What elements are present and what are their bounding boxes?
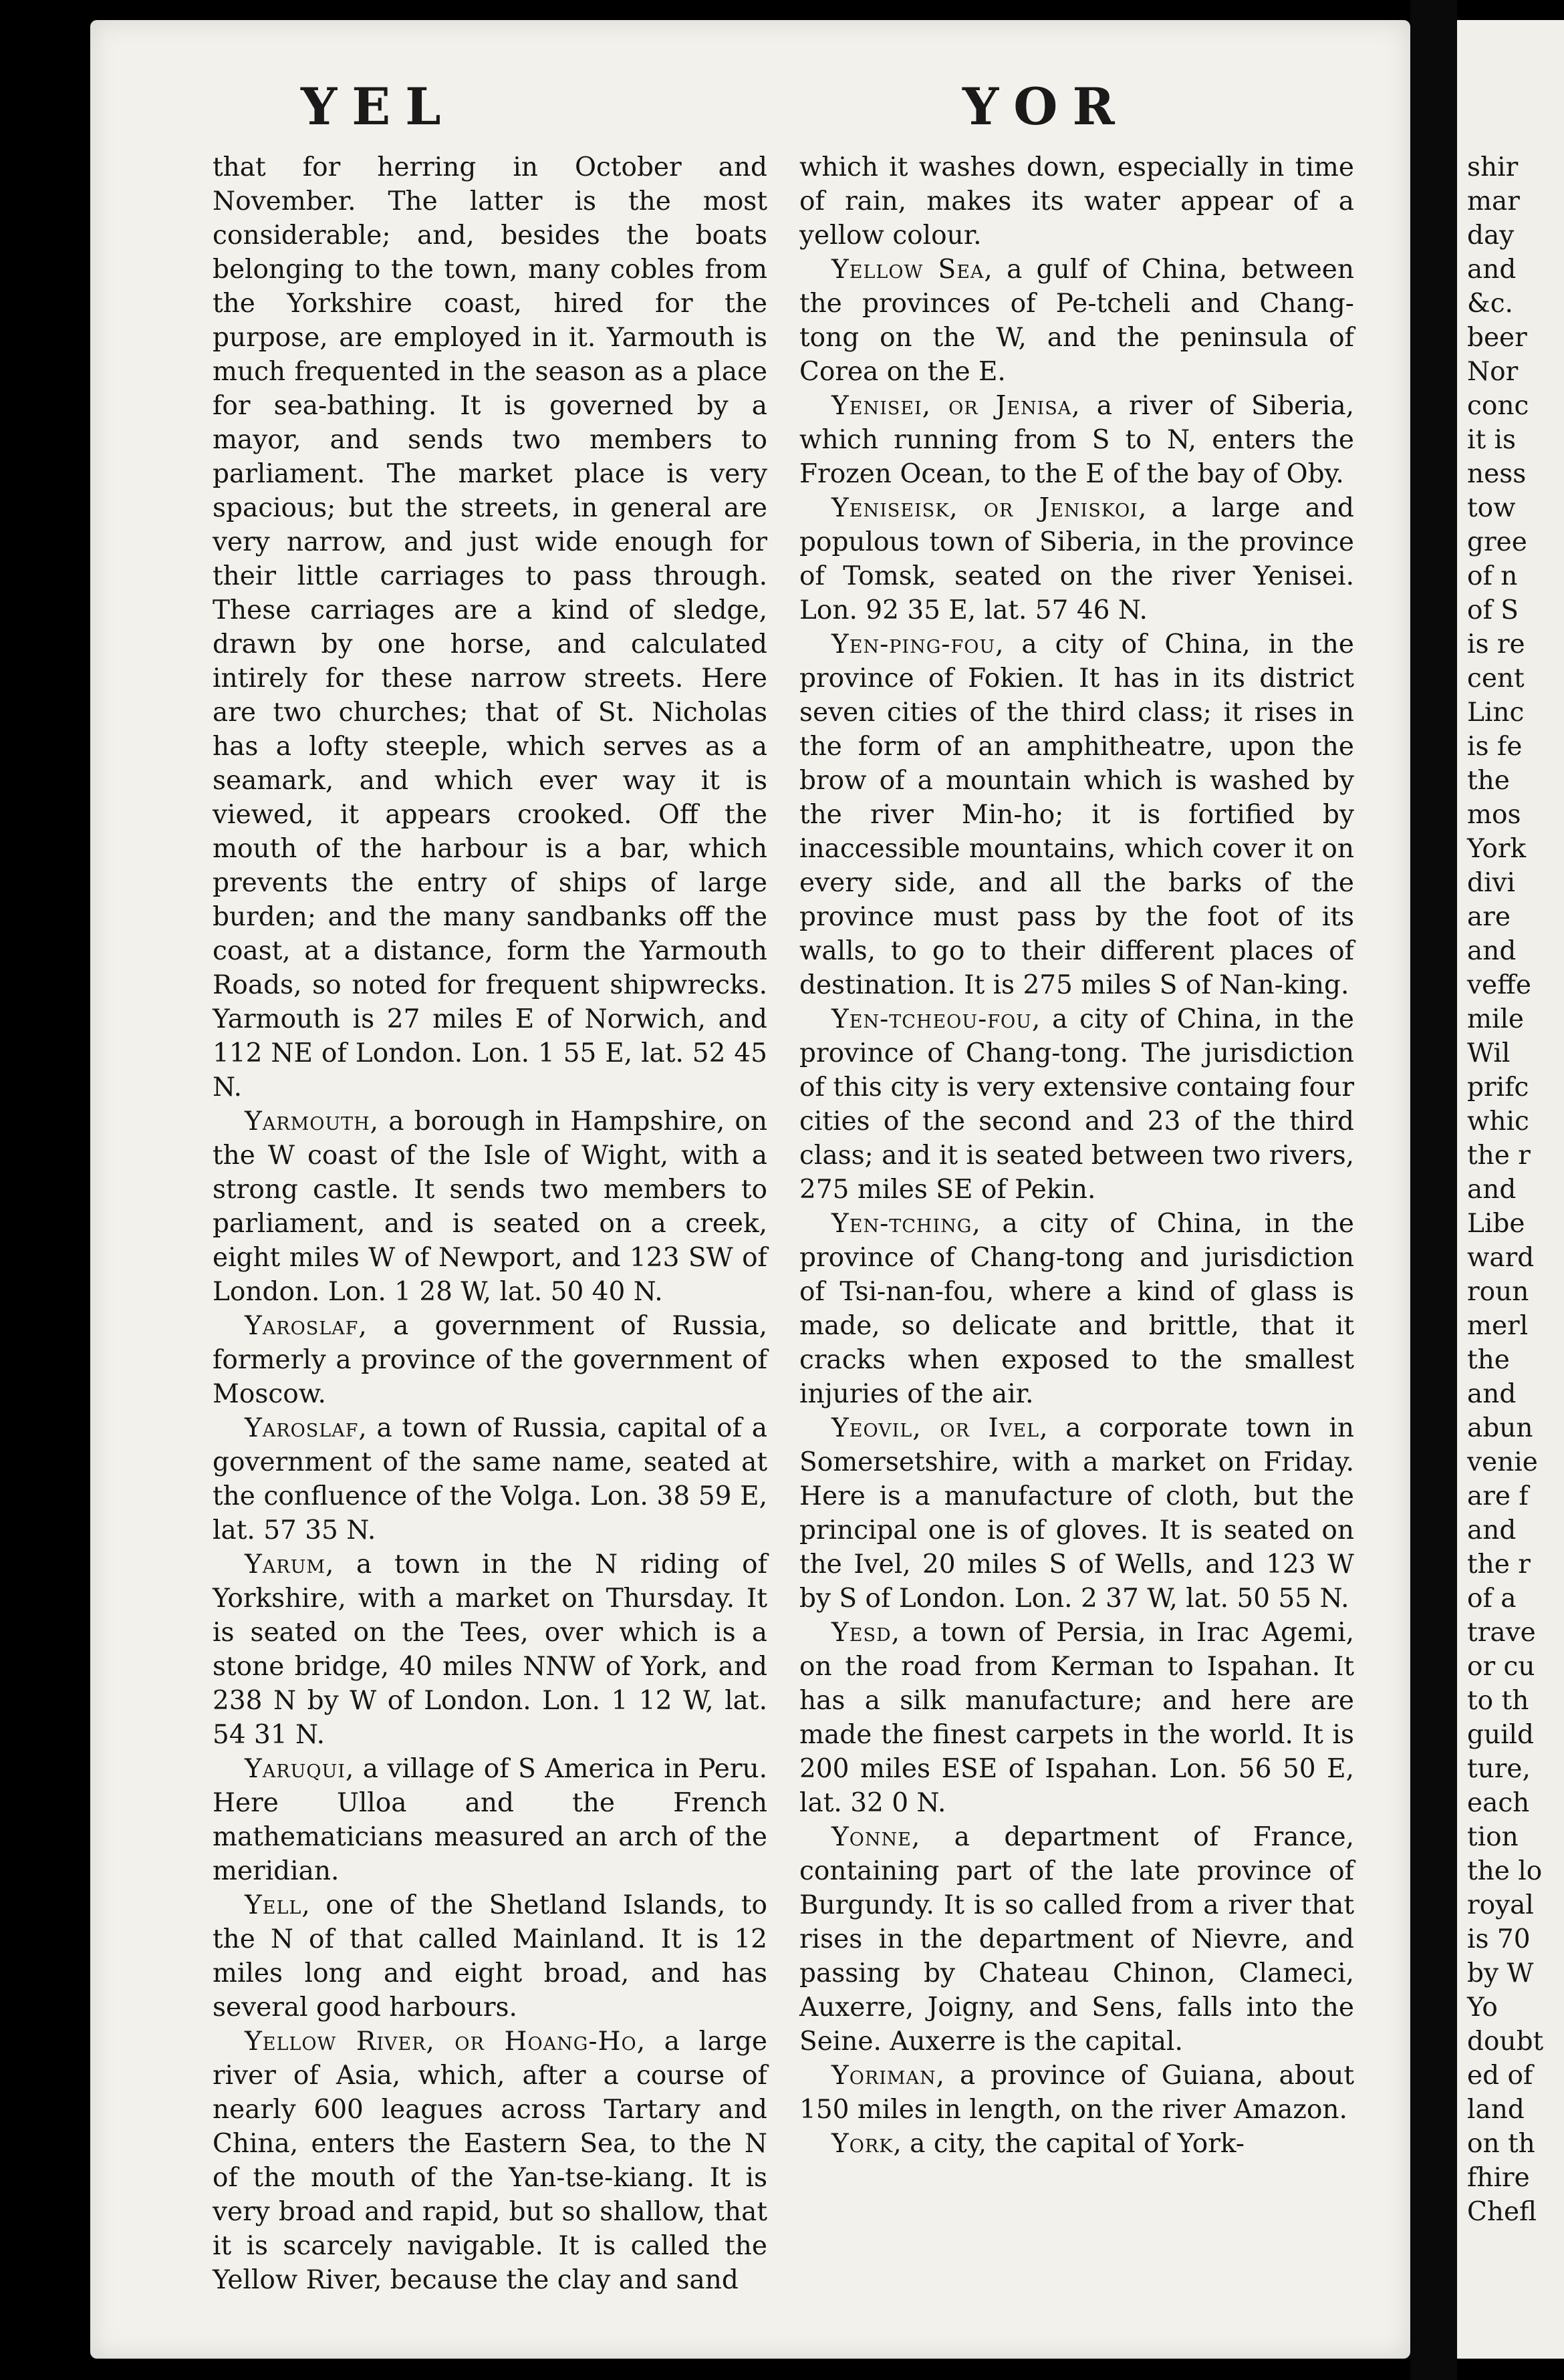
facing-page-line: Chefl [1467,2197,1537,2227]
entry-headword: Yesd [831,1618,892,1648]
entry-text: , a borough in Hampshire, on the W coast of the Isle of Wight, with a strong castle. It sends two members to parliament, and is seated on a creek, eight miles W of Newport, and 123 SW of London. Lon. 1 28 W, lat. 50 40 N. [213,1106,767,1307]
entry-headword: Yen-tcheou-fou [831,1004,1032,1034]
gazetteer-entry [799,2059,1354,2127]
entry-headword: Yeovil, or Ivel [831,1413,1040,1443]
gazetteer-entry [799,2127,1354,2161]
entry-text: , a department of France, containing part of the late province of Burgundy. It is so called from a river that rises in the department of Nievre, and passing by Chateau Chinon, Clameci, Auxerre, Joigny, and Sens, falls into the Seine. Auxerre is the capital. [799,1822,1354,2057]
facing-page-line: of S [1467,595,1519,625]
facing-page-line: royal [1467,1890,1534,1920]
entry-text: , a town of Russia, capital of a government of the same name, seated at the confluence of the Volga. Lon. 38 59 E, lat. 57 35 N. [213,1413,767,1545]
entry-text: , a village of S America in Peru. Here Ulloa and the French mathematicians measured an arch of the meridian. [213,1754,767,1886]
entry-headword: Yoriman [831,2061,936,2091]
entry-text: , a city of China, in the province of Chang-tong. The jurisdiction of this city is very extensive containg four cities of the second and 23 of the third class; and it is seated between two rivers, 275 miles SE of Pekin. [799,1004,1354,1205]
facing-page-line: is re [1467,629,1525,659]
facing-page-line: mar [1467,186,1520,216]
entry-text: , a city of China, in the province of Fokien. It has in its district seven cities of the third class; it rises in the form of an amphitheatre, upon the brow of a mountain which is washed by the river Min-ho; it is fortified by inaccessible mountains, which cover it on every side, and all the barks of the province must pass by the foot of its walls, to go to their different places of destination. It is 275 miles S of Nan-king. [799,629,1354,1000]
gazetteer-entry [213,1752,767,1888]
facing-page-line: ed of [1467,2061,1533,2091]
gazetteer-entry [799,1207,1354,1411]
facing-page-line: is fe [1467,732,1523,762]
entry-text: , a government of Russia, formerly a province of the government of Moscow. [213,1311,767,1409]
facing-page-line: the lo [1467,1856,1543,1886]
facing-page-line: Libe [1467,1209,1525,1239]
facing-page-line: &c. [1467,289,1513,319]
facing-page-line: are f [1467,1481,1529,1511]
facing-page-line: the [1467,1345,1510,1375]
entry-text: , one of the Shetland Islands, to the N of that called Mainland. It is 12 miles long and eight broad, and has several good harbours. [213,1890,767,2023]
facing-page-line: or cu [1467,1652,1535,1682]
text-column-left [213,150,767,2297]
gazetteer-entry [799,150,1354,253]
facing-page-line: tion [1467,1822,1519,1852]
entry-headword: Yen-ping-fou [831,629,996,659]
facing-page-line: the r [1467,1141,1531,1171]
facing-page-line: conc [1467,391,1529,421]
facing-page-line: trave [1467,1618,1536,1648]
gazetteer-entry [213,1411,767,1547]
facing-page-line: ture, [1467,1754,1531,1784]
facing-page-line: land [1467,2095,1525,2125]
running-head-left: YEL [301,77,456,136]
entry-text: , a corporate town in Somersetshire, with a market on Friday. Here is a manufacture of cloth, but the principal one is of gloves. It is seated on the Ivel, 20 miles S of Wells, and 123 W by S of London. Lon. 2 37 W, lat. 50 55 N. [799,1413,1354,1614]
gazetteer-entry [799,389,1354,491]
facing-page-line: Nor [1467,357,1519,387]
gazetteer-entry [799,491,1354,627]
entry-headword: Yaroslaf [245,1311,359,1341]
gazetteer-entry [213,1547,767,1752]
facing-page-line: guild [1467,1720,1534,1750]
entry-text: , a large and populous town of Siberia, in the province of Tomsk, seated on the river Yenisei. Lon. 92 35 E, lat. 57 46 N. [799,493,1354,625]
facing-page-line: York [1467,834,1527,864]
facing-page-line: day [1467,220,1515,251]
facing-page-line: ness [1467,459,1527,489]
facing-page-line: to th [1467,1686,1529,1716]
entry-headword: Yell [245,1890,302,1920]
entry-headword: Yarum [245,1549,325,1580]
gazetteer-entry [799,1820,1354,2059]
facing-page-line: shir [1467,152,1519,182]
entry-text: , a province of Guiana, about 150 miles in length, on the river Amazon. [799,2061,1354,2125]
running-head-right: YOR [962,77,1130,136]
facing-page-line: Linc [1467,698,1525,728]
facing-page-line: are [1467,902,1511,932]
entry-headword: Yarmouth [245,1106,370,1137]
gazetteer-entry [213,1309,767,1411]
facing-page-line: beer [1467,323,1527,353]
facing-page-line: venie [1467,1447,1538,1477]
gazetteer-entry [213,1888,767,2025]
entry-headword: Yeniseisk, or Jeniskoi [831,493,1138,523]
facing-page-line: veffe [1467,970,1531,1000]
facing-page-line: whic [1467,1106,1529,1137]
facing-page-line: tow [1467,493,1516,523]
entry-headword: Yonne [831,1822,912,1852]
book-gutter [1410,0,1457,2380]
gazetteer-entry [799,253,1354,389]
facing-page-line: mos [1467,800,1521,830]
facing-page-fragments [1467,150,1564,2229]
facing-page-line: by W [1467,1958,1534,1988]
entry-headword: York [831,2129,894,2159]
gazetteer-entry [799,627,1354,1002]
entry-headword: Yaroslaf [245,1413,359,1443]
entry-text: , a town of Persia, in Irac Agemi, on the road from Kerman to Ispahan. It has a silk manufacture; and here are made the finest carpets in the world. It is 200 miles ESE of Ispahan. Lon. 56 50 E, lat. 32 0 N. [799,1618,1354,1818]
entry-headword: Yellow Sea [831,255,985,285]
facing-page-line: divi [1467,868,1515,898]
facing-page-line: and [1467,255,1517,285]
scan-left-margin [0,0,87,2380]
facing-page-line: and [1467,936,1517,966]
entry-headword: Yenisei, or Jenisa [831,391,1072,421]
entry-text: , a town in the N riding of Yorkshire, with a market on Thursday. It is seated on the Tees, over which is a stone bridge, 40 miles NNW of York, and 238 N by W of London. Lon. 1 12 W, lat. 54 31 N. [213,1549,767,1750]
gazetteer-entry [213,2025,767,2297]
facing-page-line: each [1467,1788,1530,1818]
entry-headword: Yen-tching [831,1209,972,1239]
entry-headword: Yaruqui [245,1754,346,1784]
entry-text: that for herring in October and November. The latter is the most considerable; and, besides the boats belonging to the town, many cobles from the Yorkshire coast, hired for the purpose, are employed in it. Yarmouth is much frequented in the season as a place for sea-bathing. It is governed by a mayor, and sends two members to parliament. The market place is very spacious; but the streets, in general are very narrow, and just wide enough for their little carriages to pass through. These carriages are a kind of sledge, drawn by one horse, and calculated intirely for these narrow streets. Here are two churches; that of St. Nicholas has a lofty steeple, which serves as a seamark, and which ever way it is viewed, it appears crooked. Off the mouth of the harbour is a bar, which prevents the entry of ships of large burden; and the many sandbanks off the coast, at a distance, form the Yarmouth Roads, so noted for frequent shipwrecks. Yarmouth is 27 miles E of Norwich, and 112 NE of London. Lon. 1 55 E, lat. 52 45 N. [213,152,767,1102]
facing-page-line: it is [1467,425,1517,455]
gazetteer-entry [799,1002,1354,1207]
facing-page-line: doubt [1467,2027,1544,2057]
facing-page-line: the [1467,766,1510,796]
facing-page-line: and [1467,1175,1517,1205]
facing-page-line: roun [1467,1277,1529,1307]
facing-page-line: of a [1467,1584,1517,1614]
facing-page-line: mile [1467,1004,1525,1034]
entry-text: , a river of Siberia, which running from S to N, enters the Frozen Ocean, to the E of the bay of Oby. [799,391,1354,489]
entry-text: , a city of China, in the province of Chang-tong and jurisdiction of Tsi-nan-fou, where a kind of glass is made, so delicate and brittle, that it cracks when exposed to the smallest injuries of the air. [799,1209,1354,1409]
gazetteer-entry [213,1104,767,1309]
entry-headword: Yellow River, or Hoang-Ho [245,2027,637,2057]
facing-page-line: abun [1467,1413,1533,1443]
gazetteer-entry [213,150,767,1104]
facing-page-line: Wil [1467,1038,1511,1068]
entry-text: , a large river of Asia, which, after a course of nearly 600 leagues across Tartary and China, enters the Eastern Sea, to the N of the mouth of the Yan-tse-kiang. It is very broad and rapid, but so shallow, that it is scarcely navigable. It is called the Yellow River, because the clay and sand [213,2027,768,2295]
entry-text: , a city, the capital of York- [893,2129,1245,2159]
facing-page-line: and [1467,1379,1517,1409]
entry-text: which it washes down, especially in time of rain, makes its water appear of a yellow colour. [799,152,1354,251]
facing-page-line: the r [1467,1549,1531,1580]
facing-page-line: ward [1467,1243,1535,1273]
facing-page-line: cent [1467,663,1525,694]
gazetteer-entry [799,1616,1354,1820]
gazetteer-entry [799,1411,1354,1616]
facing-page-line: of n [1467,561,1518,591]
facing-page-line: on th [1467,2129,1535,2159]
facing-page-line: fhire [1467,2163,1530,2193]
facing-page-line: merl [1467,1311,1529,1341]
entry-text: , a gulf of China, between the provinces of Pe-tcheli and Chang-tong on the W, and the peninsula of Corea on the E. [799,255,1354,387]
facing-page-line: Yo [1467,1992,1498,2023]
text-column-right [799,150,1354,2161]
facing-page-line: prifc [1467,1072,1529,1102]
facing-page-line: and [1467,1515,1517,1545]
facing-page-line: is 70 [1467,1924,1531,1954]
facing-page-line: gree [1467,527,1527,557]
